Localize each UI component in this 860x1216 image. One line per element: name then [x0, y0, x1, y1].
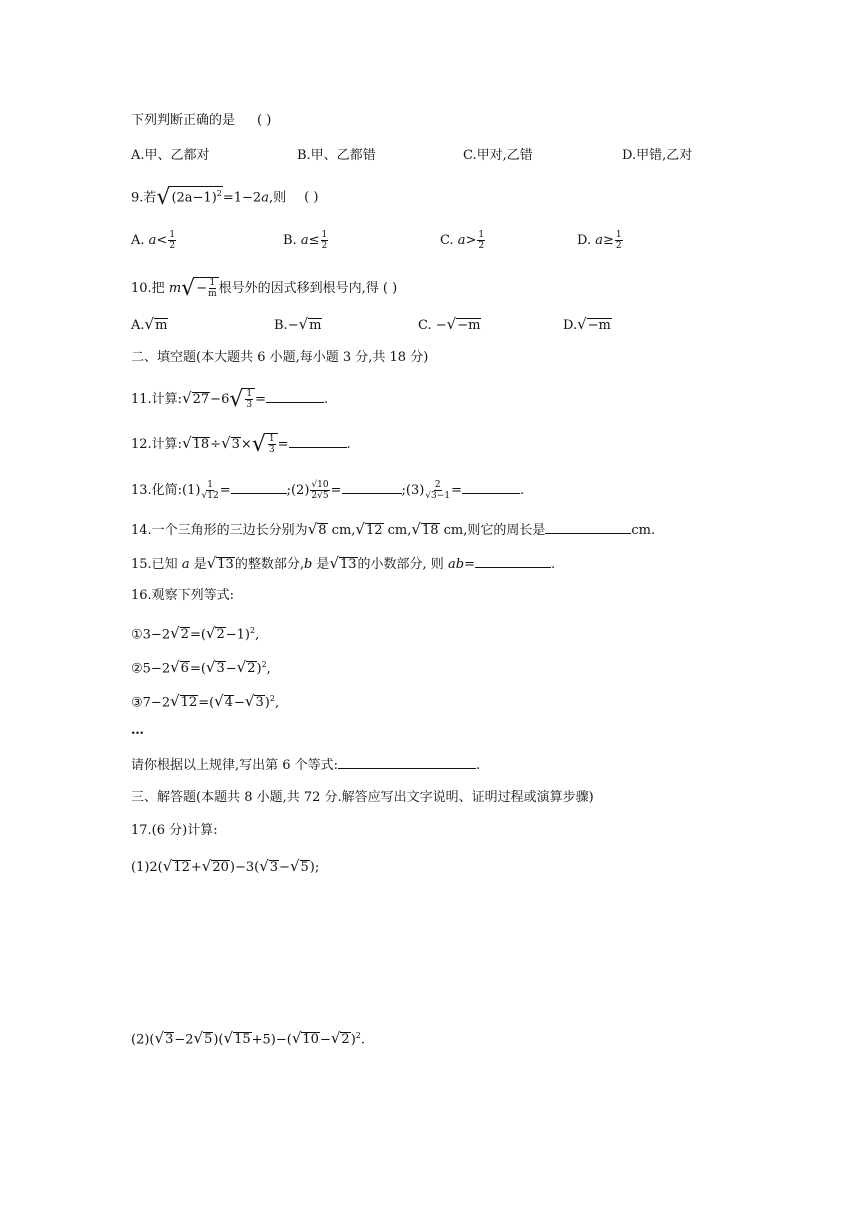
q13-blank-2[interactable]: [342, 481, 402, 494]
q10-option-b: B.−√m: [274, 315, 322, 333]
q16-prompt: 请你根据以上规律,写出第 6 个等式: .: [131, 758, 481, 773]
q12-answer-blank[interactable]: [289, 435, 347, 448]
q17-part-1: (1)2(√12+√20)−3(√3−√5);: [131, 857, 320, 875]
q16-ellipsis: …: [131, 723, 144, 738]
q11: 11.计算:√27−6√ $\frac{1}{3}$ = .: [131, 386, 329, 412]
q9-option-c: C. a> $\frac{1}{2}$: [440, 230, 485, 251]
q12: 12.计算:√18÷√3×√ $\frac{1}{3}$ = .: [131, 431, 351, 457]
q17-title: 17.(6 分)计算:: [131, 823, 218, 838]
q13-blank-1[interactable]: [231, 481, 287, 494]
q14-answer-blank[interactable]: [545, 521, 631, 534]
q10-option-a: A.√m: [131, 315, 168, 333]
q8-option-d: D.甲错,乙对: [622, 148, 693, 163]
q10-option-c: C. −√−m: [418, 315, 481, 333]
section-3-heading: 三、解答题(本题共 8 小题,共 72 分.解答应写出文字说明、证明过程或演算步骤): [131, 790, 594, 805]
q13: 13.化简:(1) $\frac{1}{√12}$ = ;(2) $\frac{√10}{2√5}$ = ;(3) $\frac{2}{√3-1}$ = .: [131, 480, 525, 501]
section-2-heading: 二、填空题(本大题共 6 小题,每小题 3 分,共 18 分): [131, 350, 429, 365]
q8-option-a: A.甲、乙都对: [131, 148, 210, 163]
q9-option-a: A. a< $\frac{1}{2}$: [131, 230, 176, 251]
q10-option-d: D.√−m: [563, 315, 611, 333]
q8-stem: 下列判断正确的是 ( ): [131, 113, 272, 128]
q11-answer-blank[interactable]: [266, 390, 324, 403]
q16-equation-3: $③7-2√12=(√4-√3)^2$,: [131, 692, 280, 711]
q9-option-b: B. a≤ $\frac{1}{2}$: [283, 230, 328, 251]
q17-part-2: $(2)(√3-2√5)(√15+5)-(√10-√2)^2$.: [131, 1029, 365, 1048]
q16-equation-2: $②5-2√6=(√3-√2)^2$,: [131, 658, 271, 677]
q16-answer-blank[interactable]: [338, 756, 476, 769]
q8-option-c: C.甲对,乙错: [463, 148, 533, 163]
q14: 14.一个三角形的三边长分别为√8 cm,√12 cm,√18 cm,则它的周长是 cm.: [131, 520, 656, 538]
q13-blank-3[interactable]: [462, 481, 520, 494]
q16-title: 16.观察下列等式:: [131, 588, 235, 603]
q16-equation-1: $①3-2√2=(√2-1)^2$,: [131, 624, 260, 643]
q10-stem: 10.把 m√− $\frac{1}{m}$ 根号外的因式移到根号内,得 ( ): [131, 275, 398, 301]
q15: 15.已知 a 是√13的整数部分,b 是√13的小数部分, 则 ab= .: [131, 554, 556, 572]
q9-stem: 9.若$√(2a-1)^2=1-2a$,则 ( ): [131, 184, 319, 210]
q9-option-d: D. a≥ $\frac{1}{2}$: [577, 230, 622, 251]
q15-answer-blank[interactable]: [475, 555, 551, 568]
q8-option-b: B.甲、乙都错: [297, 148, 376, 163]
